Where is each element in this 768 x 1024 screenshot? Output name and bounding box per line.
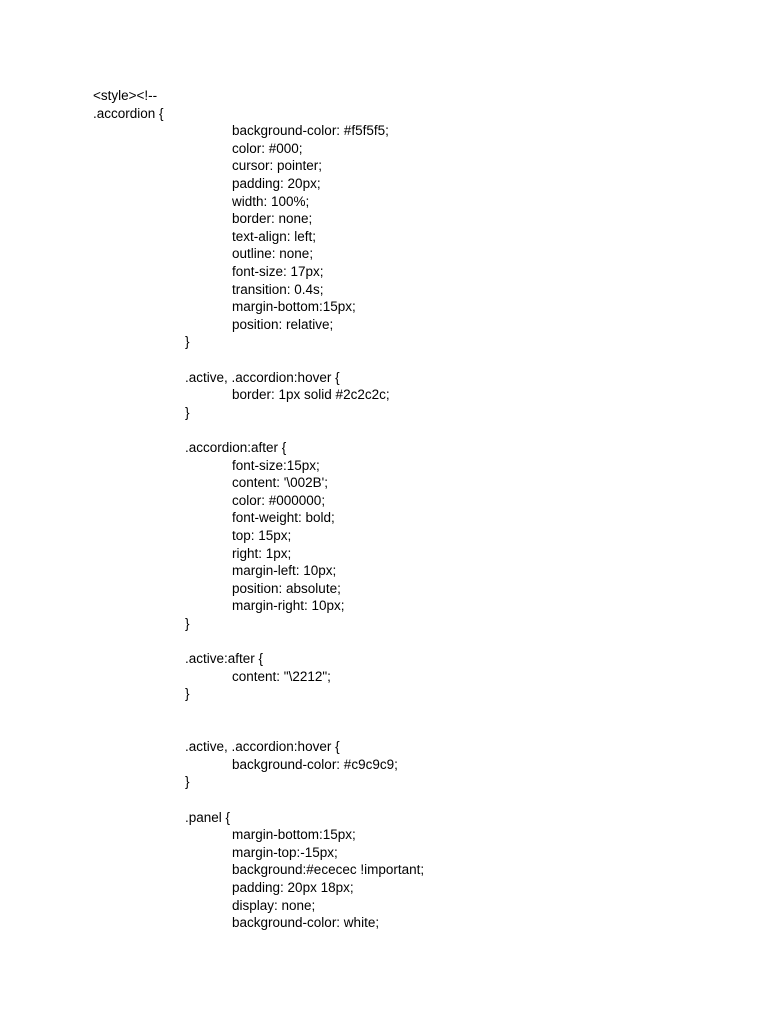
code-line: margin-bottom:15px;	[232, 827, 356, 843]
code-line: content: '\002B';	[232, 475, 328, 491]
code-line: content: "\2212";	[232, 668, 331, 684]
code-line: top: 15px;	[232, 528, 292, 543]
code-line: }	[185, 334, 190, 350]
code-line: margin-right: 10px;	[232, 598, 345, 614]
code-line: .panel {	[185, 809, 231, 825]
code-line: background:#ececec !important;	[232, 862, 425, 878]
code-line: right: 1px;	[232, 545, 292, 561]
code-line: background-color: #f5f5f5;	[232, 123, 389, 139]
code-line: padding: 20px;	[232, 176, 321, 191]
code-line: margin-left: 10px;	[232, 563, 337, 579]
code-line: position: absolute;	[232, 580, 341, 596]
code-line: cursor: pointer;	[232, 158, 323, 174]
code-line: padding: 20px 18px;	[232, 880, 354, 895]
code-line: position: relative;	[232, 316, 334, 332]
code-line: margin-top:-15px;	[232, 844, 338, 860]
code-line: }	[185, 686, 190, 702]
code-line: display: none;	[232, 897, 316, 913]
code-line: outline: none;	[232, 246, 314, 262]
code-line: color: #000000;	[232, 492, 326, 508]
code-line: <style><!--	[93, 88, 158, 103]
code-line: }	[185, 404, 190, 420]
code-line: text-align: left;	[232, 228, 317, 244]
code-line: width: 100%;	[232, 193, 310, 209]
code-line: .accordion {	[93, 105, 164, 121]
code-line: transition: 0.4s;	[232, 281, 324, 297]
code-line: font-weight: bold;	[232, 510, 335, 526]
code-line: .active, .accordion:hover {	[185, 369, 340, 385]
code-line: }	[185, 774, 190, 790]
code-line: margin-bottom:15px;	[232, 299, 356, 315]
code-line: }	[185, 616, 190, 631]
code-line: font-size: 17px;	[232, 264, 324, 279]
code-line: color: #000;	[232, 140, 303, 156]
code-line: border: none;	[232, 211, 313, 227]
code-line: border: 1px solid #2c2c2c;	[232, 387, 390, 403]
code-line: background-color: #c9c9c9;	[232, 756, 398, 772]
code-line: .active:after {	[185, 651, 264, 667]
code-line: font-size:15px;	[232, 457, 320, 473]
code-line: .accordion:after {	[185, 440, 287, 455]
code-line: background-color: white;	[232, 915, 380, 931]
code-line: .active, .accordion:hover {	[185, 739, 340, 755]
